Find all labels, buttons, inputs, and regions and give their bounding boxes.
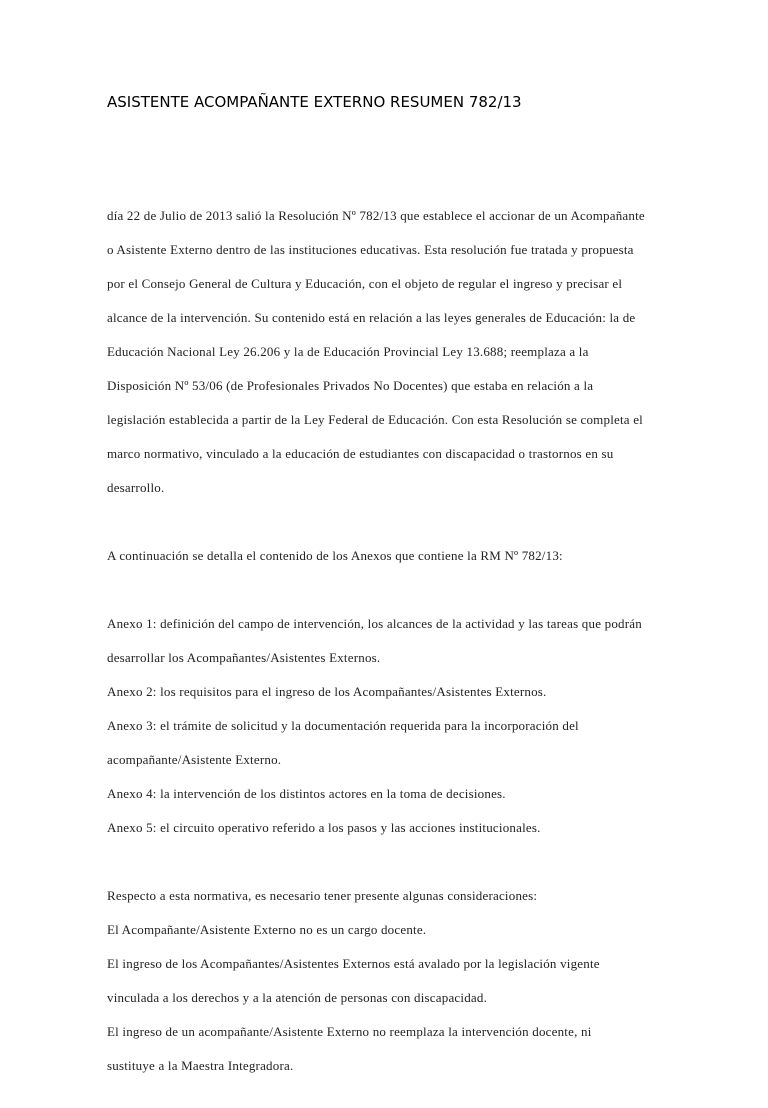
paragraph-annex-list [107,598,667,853]
text-line: marco normativo, vinculado a la educación de estudiantes con discapacidad o trastornos en su [107,446,614,461]
document-body [107,190,667,1108]
annex-line: desarrollar los Acompañantes/Asistentes Externos. [107,650,381,665]
text-line: A continuación se detalla el contenido de los Anexos que contiene la RM Nº 782/13: [107,548,563,563]
document-title: ASISTENTE ACOMPAÑANTE EXTERNO RESUMEN 782/13 [107,93,522,111]
text-line: El ingreso de un acompañante/Asistente Externo no reemplaza la intervención docente, ni [107,1024,592,1039]
annex-line: Anexo 1: definición del campo de intervención, los alcances de la actividad y las tareas que podrán [107,616,642,631]
text-line: sustituye a la Maestra Integradora. [107,1058,294,1073]
annex-line: Anexo 3: el trámite de solicitud y la documentación requerida para la incorporación del [107,718,579,733]
text-line: legislación establecida a partir de la Ley Federal de Educación. Con esta Resolución se completa el [107,412,643,427]
text-line: alcance de la intervención. Su contenido está en relación a las leyes generales de Educación: la de [107,310,636,325]
text-line: o Asistente Externo dentro de las instituciones educativas. Esta resolución fue tratada y propuesta [107,242,634,257]
annex-line: acompañante/Asistente Externo. [107,752,282,767]
text-line: vinculada a los derechos y a la atención de personas con discapacidad. [107,990,488,1005]
text-line: desarrollo. [107,480,165,495]
text-line: por el Consejo General de Cultura y Educación, con el objeto de regular el ingreso y precisar el [107,276,623,291]
text-line: día 22 de Julio de 2013 salió la Resolución Nº 782/13 que establece el accionar de un Acompañante [107,208,645,223]
text-line: El Acompañante/Asistente Externo no es un cargo docente. [107,922,427,937]
text-line: Educación Nacional Ley 26.206 y la de Educación Provincial Ley 13.688; reemplaza a la [107,344,589,359]
paragraph-considerations [107,870,667,1091]
annex-line: Anexo 4: la intervención de los distintos actores en la toma de decisiones. [107,786,506,801]
annex-line: Anexo 5: el circuito operativo referido a los pasos y las acciones institucionales. [107,820,541,835]
text-line: El ingreso de los Acompañantes/Asistentes Externos está avalado por la legislación vigente [107,956,600,971]
annex-line: Anexo 2: los requisitos para el ingreso de los Acompañantes/Asistentes Externos. [107,684,547,699]
paragraph-introduction [107,190,667,513]
text-line: Disposición Nº 53/06 (de Profesionales Privados No Docentes) que estaba en relación a la [107,378,594,393]
text-line: Respecto a esta normativa, es necesario tener presente algunas consideraciones: [107,888,538,903]
paragraph-annex-intro [107,530,667,581]
